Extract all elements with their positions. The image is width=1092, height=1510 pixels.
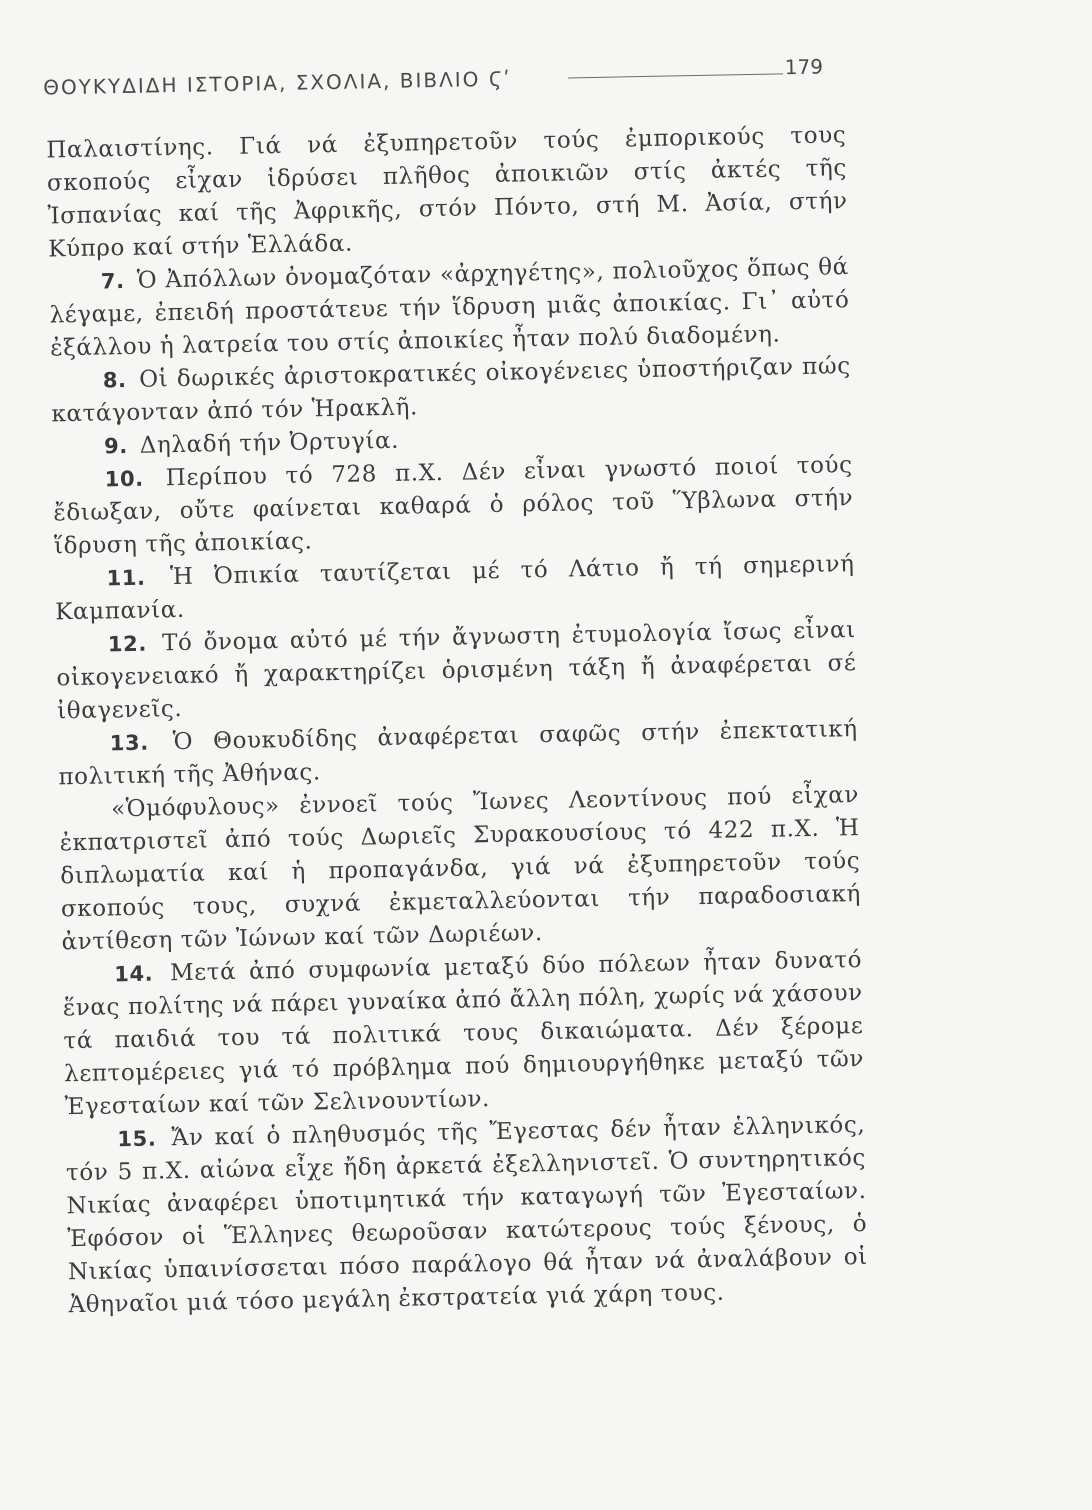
note-12 xyxy=(56,614,858,728)
note-number: 9. xyxy=(103,433,129,459)
note-7 xyxy=(49,251,851,365)
note-13-continuation xyxy=(59,779,862,959)
note-number: 7. xyxy=(100,269,125,294)
note-number: 12. xyxy=(107,631,148,657)
running-title: ΘΟΥΚΥΔΙΔΗ ΙΣΤΟΡΙΑ, ΣΧΟΛΙΑ, ΒΙΒΛΙΟ Ϛʹ xyxy=(42,66,512,100)
note-text: Ἄν καί ὁ πληθυσμός τῆς Ἔγεστας δέν ἦταν ἑλληνικός, τόν 5 π.Χ. αἰώνα εἶχε ἤδη ἀρκετά ἐξελληνιστεῖ. Ὁ συντηρητικός Νικίας ἀναφέρει ὑποτιμητικά τήν καταγωγή τῶν Ἐγεσταίων. Ἐφόσον οἱ Ἕλληνες θεωροῦσαν κατώτερους τούς ξένους, ὁ Νικίας ὑπαινίσσεται πόσο παράλογο θά ἦταν νά ἀναλάβουν οἱ Ἀθηναῖοι μιά τόσο μεγάλη ἐκστρατεία γιά χάρη τους. xyxy=(65,1111,869,1319)
note-number: 13. xyxy=(109,730,150,756)
page-number: 179 xyxy=(784,54,824,80)
header-rule xyxy=(568,73,783,78)
note-text: «Ὁμόφυλους» ἐννοεῖ τούς Ἴωνες Λεοντίνους πού εἶχαν ἐκπατριστεῖ ἀπό τούς Δωριεῖς Συρακουσίους τό 422 π.Χ. Ἡ διπλωματία καί ἡ προπαγάνδα, γιά νά ἐξυπηρετοῦν τούς σκοπούς τους, συχνά ἐκμεταλλεύονται τήν παραδοσιακή ἀντίθεση τῶν Ἰώνων καί τῶν Δωριέων. xyxy=(59,782,862,956)
notes-body xyxy=(46,119,869,1322)
note-number: 11. xyxy=(106,565,146,591)
note-text: Τό ὄνομα αὐτό μέ τήν ἄγνωστη ἐτυμολογία ἴσως εἶναι οἰκογενειακό ἤ χαρακτηρίζει ὁρισμένη τάξη ἤ ἀναφέρεται σέ ἰθαγενεῖς. xyxy=(56,617,857,725)
note-text: Μετά ἀπό συμφωνία μεταξύ δύο πόλεων ἦταν δυνατό ἕνας πολίτης νά πάρει γυναίκα ἀπό ἄλλη πόλη, χωρίς νά χάσουν τά παιδιά του τά πολιτικά τους δικαιώματα. Δέν ξέρομε λεπτομέρειες γιά τό πρόβλημα πού δημιουργήθηκε μεταξύ τῶν Ἐγεσταίων καί τῶν Σελινουντίων. xyxy=(62,946,865,1121)
note-text: Περίπου τό 728 π.Χ. Δέν εἶναι γνωστό ποιοί τούς ἔδιωξαν, οὔτε φαίνεται καθαρά ὁ ρόλος τοῦ Ὕβλωνα στήν ἵδρυση τῆς ἀποικίας. xyxy=(53,452,854,560)
note-text: Ἡ Ὀπικία ταυτίζεται μέ τό Λάτιο ἤ τή σημερινή Καμπανία. xyxy=(55,551,855,626)
note-15 xyxy=(65,1109,869,1322)
note-text: Ὁ Ἀπόλλων ὀνομαζόταν «ἀρχηγέτης», πολιοῦχος ὅπως θά λέγαμε, ἐπειδή προστάτευε τήν ἵδρυση μιᾶς ἀποικίας. Γι᾽ αὐτό ἐξάλλου ἡ λατρεία του στίς ἀποικίες ἦταν πολύ διαδομένη. xyxy=(49,254,850,362)
note-continuation xyxy=(46,119,848,266)
note-text: Παλαιστίνης. Γιά νά ἐξυπηρετοῦν τούς ἐμπορικούς τους σκοπούς εἶχαν ἱδρύσει πλῆθος ἀποικιῶν στίς ἀκτές τῆς Ἰσπανίας καί τῆς Ἀφρικῆς, στόν Πόντο, στή Μ. Ἀσία, στήν Κύπρο καί στήν Ἑλλάδα. xyxy=(46,122,848,263)
note-text: Ὁ Θουκυδίδης ἀναφέρεται σαφῶς στήν ἐπεκτατική πολιτική τῆς Ἀθήνας. xyxy=(58,716,858,791)
note-number: 14. xyxy=(113,961,154,987)
note-text: Οἱ δωρικές ἀριστοκρατικές οἰκογένειες ὑποστήριζαν πώς κατάγονταν ἀπό τόν Ἡρακλῆ. xyxy=(51,353,851,428)
note-number: 8. xyxy=(102,367,127,393)
note-number: 10. xyxy=(104,466,144,492)
note-10 xyxy=(52,449,854,563)
running-head xyxy=(43,55,824,106)
note-number: 15. xyxy=(117,1126,157,1152)
note-14 xyxy=(62,944,865,1124)
note-text: Δηλαδή τήν Ὀρτυγία. xyxy=(139,427,400,459)
